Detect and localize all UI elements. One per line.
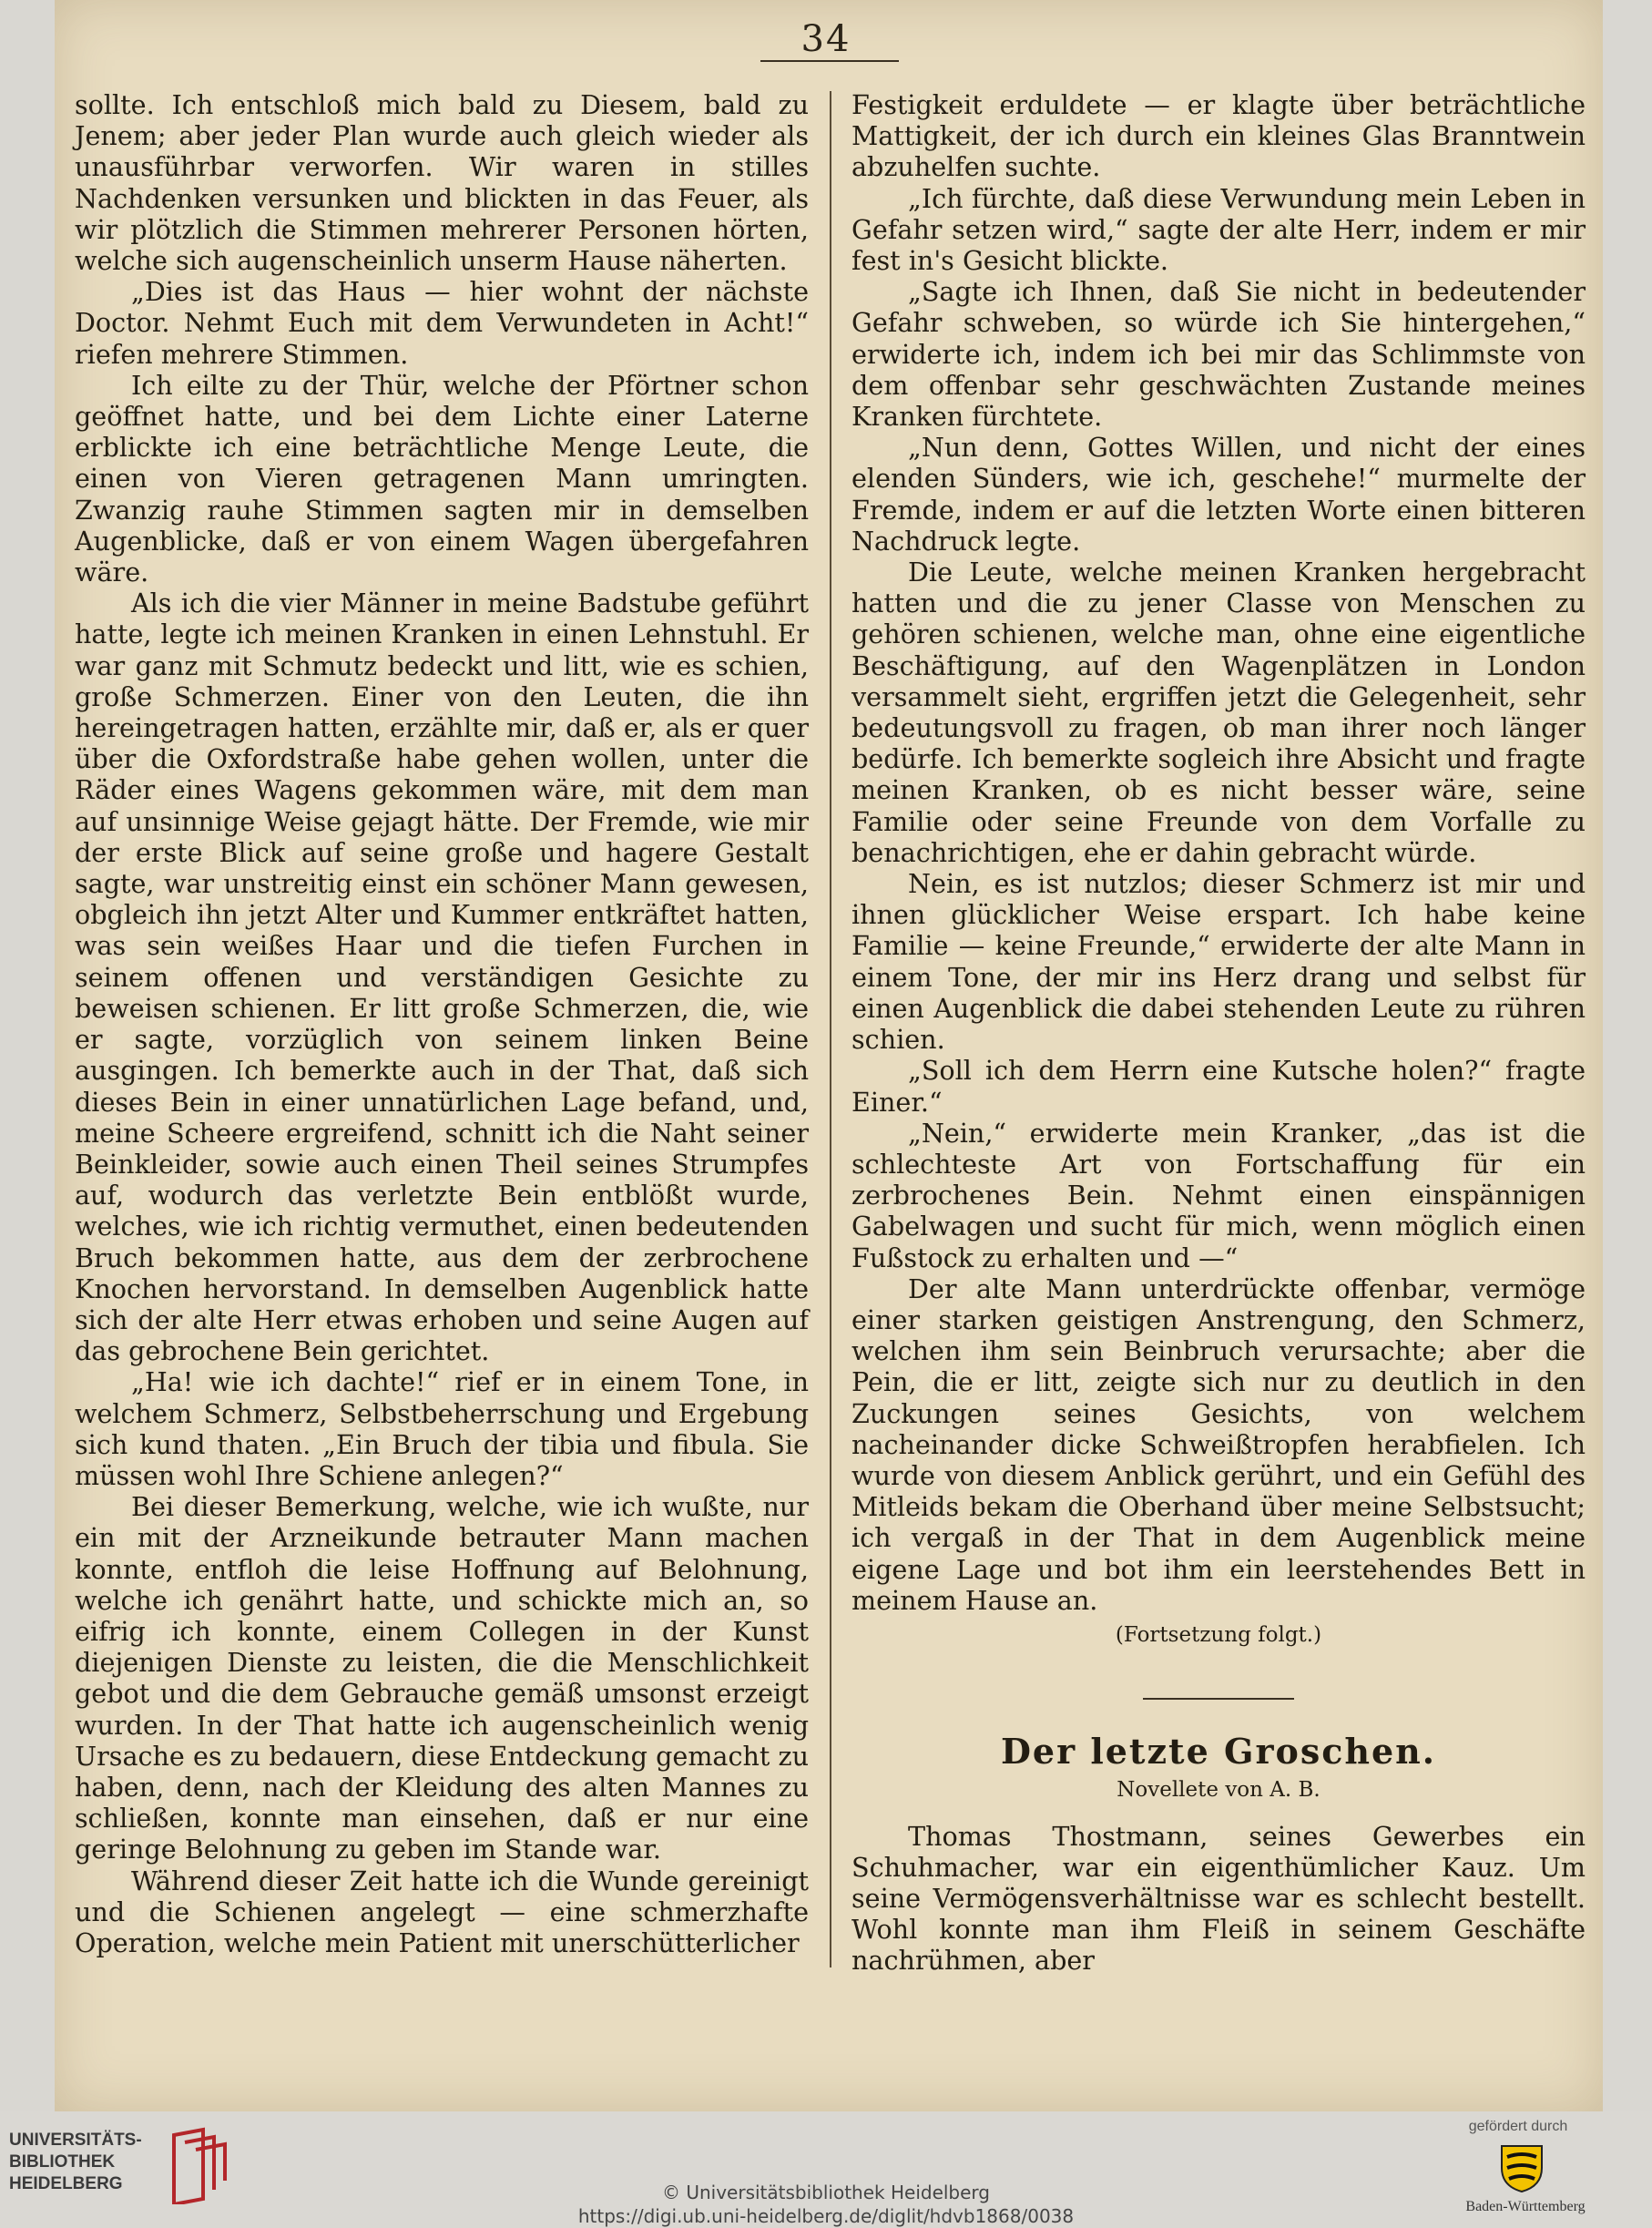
page-number: 34 — [801, 18, 851, 60]
paragraph: Während dieser Zeit hatte ich die Wunde gereinigt und die Schienen angelegt — eine schmerzhafte Operation, welche mein Patient mit unerschütterlicher — [75, 1865, 809, 1958]
column-divider — [830, 91, 831, 1967]
library-name-line: BIBLIOTHEK — [9, 2152, 116, 2172]
permalink-url[interactable]: https://digi.ub.uni-heidelberg.de/diglit/hdvb1868/0038 — [577, 2205, 1075, 2227]
paragraph: sollte. Ich entschloß mich bald zu Diesem, bald zu Jenem; aber jeder Plan wurde auch gleich wieder als unausführbar verworfen. Wir waren in stilles Nachdenken versunken und blickten in das Feuer, als wir plötzlich die Stimmen mehrerer Personen hörten, welche sich augenscheinlich unserm Hause näherten. — [75, 89, 809, 277]
story-title: Der letzte Groschen. — [1000, 1731, 1437, 1773]
paragraph: Die Leute, welche meinen Kranken hergebracht hatten und die zu jener Classe von Menschen zu gehören schienen, welche man, ohne eine eigentliche Beschäftigung, auf den Wagenplätzen in London versammelt sieht, ergriffen jetzt die Gelegenheit, sehr bedeutungsvoll zu fragen, ob man ihrer noch länger bedürfe. Ich bemerkte sogleich ihre Absicht und fragte meinen Kranken, ob es nicht besser wäre, seine Familie oder seine Freunde von dem Vorfalle zu benachrichtigen, ehe er dahin gebracht würde. — [851, 557, 1586, 868]
paragraph: „Ha! wie ich dachte!“ rief er in einem Tone, in welchem Schmerz, Selbstbeherrschung und Ergebung sich kund thaten. „Ein Bruch der tibia und fibula. Sie müssen wohl Ihre Schiene anlegen?“ — [75, 1366, 809, 1491]
library-name-line: UNIVERSITÄTS- — [9, 2131, 142, 2150]
story-divider — [1143, 1698, 1294, 1700]
library-name-line: HEIDELBERG — [9, 2174, 123, 2193]
sponsor-name: Baden-Württemberg — [1465, 2199, 1586, 2214]
paragraph: „Ich fürchte, daß diese Verwundung mein Leben in Gefahr setzen wird,“ sagte der alte Herr, indem er mir fest in's Gesicht blickte. — [851, 182, 1586, 277]
paragraph: Nein, es ist nutzlos; dieser Schmerz ist mir und ihnen glücklicher Weise erspart. Ich habe keine Familie — keine Freunde,“ erwiderte der alte Mann in einem Tone, der mir ins Herz drang und selbst für einen Augenblick die dabei stehenden Leute zu rühren schien. — [851, 868, 1586, 1056]
paragraph: Ich eilte zu der Thür, welche der Pförtner schon geöffnet hatte, und bei dem Lichte einer Laterne erblickte ich eine beträchtliche Menge Leute, die einen von Vieren getragenen Mann umringten. Zwanzig rauhe Stimmen sagten mir in demselben Augenblicke, daß er von einem Wagen übergefahren wäre. — [75, 369, 809, 588]
copyright-block — [0, 2181, 1652, 2228]
story-byline: Novellete von A. B. — [1117, 1778, 1321, 1803]
page-number-rule — [760, 60, 899, 62]
paragraph: „Sagte ich Ihnen, daß Sie nicht in bedeutender Gefahr schweben, so würde ich Sie hintergehen,“ erwiderte ich, indem ich bei mir das Schlimmste von dem offenbar sehr geschwächten Zustande meines Kranken fürchtete. — [851, 276, 1586, 433]
baden-wuerttemberg-crest-icon[interactable] — [1494, 2141, 1549, 2195]
paragraph: „Nein,“ erwiderte mein Kranker, „das ist die schlechteste Art von Fortschaffung für ein zerbrochenes Bein. Nehmt einen einspännigen Gabelwagen und sucht für mich, wenn möglich einen Fußstock zu erhalten und —“ — [851, 1117, 1586, 1273]
paragraph: Bei dieser Bemerkung, welche, wie ich wußte, nur ein mit der Arzneikunde betrauter Mann machen konnte, entfloh die leise Hoffnung auf Belohnung, welche ich genährt hatte, und schickte mich an, so eifrig ich konnte, einem Collegen in der Kunst diejenigen Dienste zu leisten, die die Menschlichkeit gebot und die dem Gebrauche gemäß umsonst erzeigt wurden. In der That hatte ich augenscheinlich wenig Ursache es zu bedauern, diese Entdeckung gemacht zu haben, denn, nach der Kleidung des alten Mannes zu schließen, konnte man einsehen, daß er nur eine geringe Belohnung zu geben im Stande war. — [75, 1491, 809, 1865]
sponsor-label: gefördert durch — [1468, 2119, 1568, 2134]
left-column — [75, 89, 809, 1958]
paragraph: Festigkeit erduldete — er klagte über beträchtliche Mattigkeit, der ich durch ein kleines Glas Branntwein abzuhelfen suchte. — [851, 89, 1586, 183]
paragraph: Als ich die vier Männer in meine Badstube geführt hatte, legte ich meinen Kranken in einen Lehnstuhl. Er war ganz mit Schmutz bedeckt und litt, wie es schien, große Schmerzen. Einer von den Leuten, die ihn hereingetragen hatten, erzählte mir, daß er, als er quer über die Oxfordstraße habe gehen wollen, unter die Räder eines Wagens gekommen wäre, mit dem man auf unsinnige Weise gejagt hätte. Der Fremde, wie mir der erste Blick auf seine große und hagere Gestalt sagte, war unstreitig einst ein schöner Mann gewesen, obgleich ihn jetzt Alter und Kummer entkräftet hatten, was sein weißes Haar und die tiefen Furchen in seinem offenen und verständigen Gesichte zu beweisen schienen. Er litt große Schmerzen, die, wie er sagte, vorzüglich von seinem linken Beine ausgingen. Ich bemerkte auch in der That, daß sich dieses Bein in einer unnatürlichen Lage befand, und, meine Scheere ergreifend, schnitt ich die Naht seiner Beinkleider, sowie auch einen Theil seines Strumpfes auf, wodurch das verletzte Bein entblößt wurde, welches, wie ich richtig vermuthet, einen bedeutenden Bruch bekommen hatte, aus dem der zerbrochene Knochen hervorstand. In demselben Augenblick hatte sich der alte Herr etwas erhoben und seine Augen auf das gebrochene Bein gerichtet. — [75, 588, 809, 1367]
paragraph: Thomas Thostmann, seines Gewerbes ein Schuhmacher, war ein eigenthümlicher Kauz. Um seine Vermögensverhältnisse war es schlecht bestellt. Wohl konnte man ihm Fleiß in seinem Geschäfte nachrühmen, aber — [851, 1820, 1586, 1977]
paragraph: „Nun denn, Gottes Willen, und nicht der eines elenden Sünders, wie ich, geschehe!“ murmelte der Fremde, indem er auf die letzten Worte einen bitteren Nachdruck legte. — [851, 432, 1586, 557]
right-column — [851, 89, 1586, 1977]
paragraph: Der alte Mann unterdrückte offenbar, vermöge einer starken geistigen Anstrengung, den Schmerz, welchen ihm sein Beinbruch verursachte; aber die Pein, die er litt, zeigte sich nur zu deutlich in den Zuckungen seines Gesichts, von welchem nacheinander dicke Schweißtropfen herabfielen. Ich wurde von diesem Anblick gerührt, und ein Gefühl des Mitleids bekam die Oberhand über meine Selbstsucht; ich vergaß in der That in dem Augenblick meine eigene Lage und bot ihm ein leerstehendes Bett in meinem Hause an. — [851, 1272, 1586, 1616]
continued-note: (Fortsetzung folgt.) — [1115, 1622, 1322, 1647]
copyright-text: © Universitätsbibliothek Heidelberg — [661, 2182, 990, 2203]
paragraph: „Dies ist das Haus — hier wohnt der nächste Doctor. Nehmt Euch mit dem Verwundeten in Acht!“ riefen mehrere Stimmen. — [75, 276, 809, 370]
paragraph: „Soll ich dem Herrn eine Kutsche holen?“ fragte Einer.“ — [851, 1055, 1586, 1118]
